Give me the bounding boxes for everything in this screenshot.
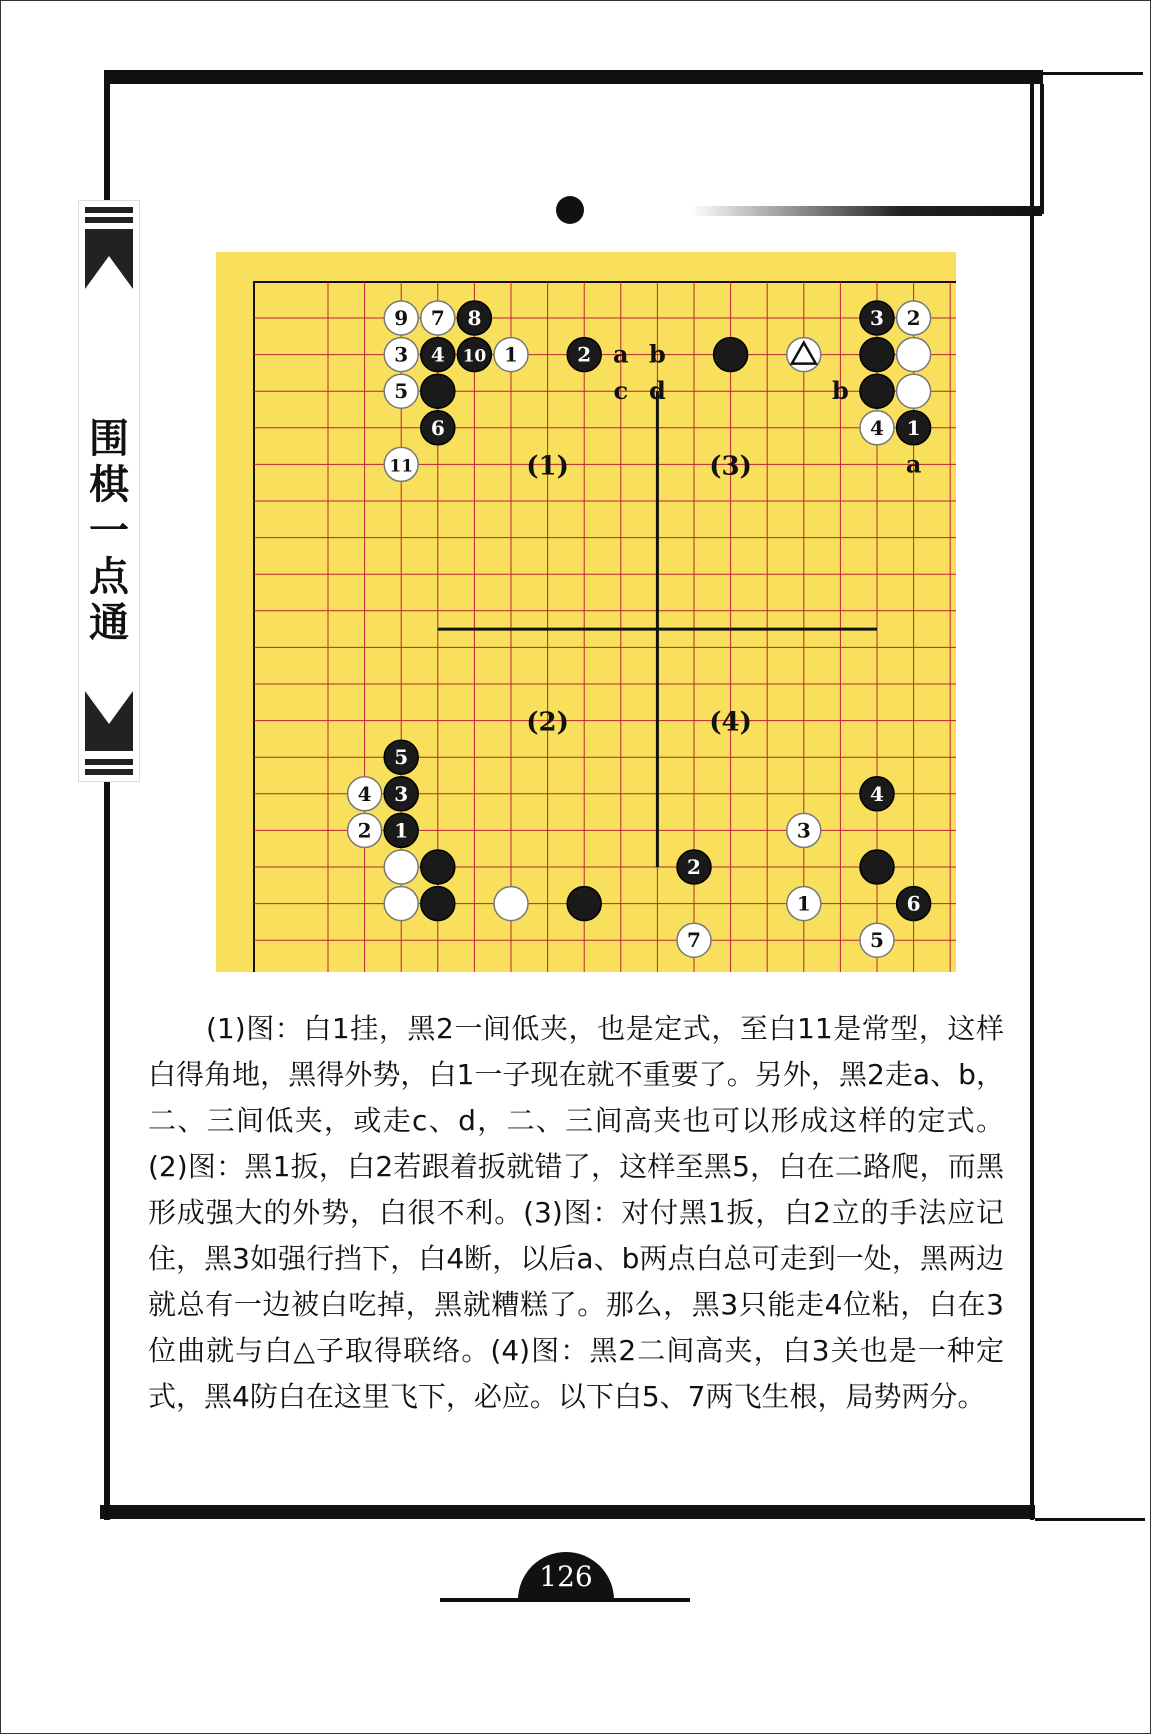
page-number: 126 (539, 1560, 593, 1593)
black-stone (860, 850, 894, 884)
white-stone (384, 850, 418, 884)
tab-arrow-bottom-icon (85, 691, 133, 751)
stone-number: 4 (870, 781, 884, 806)
white-stone (897, 374, 931, 408)
stone-number: 2 (687, 855, 701, 879)
right-rule (1040, 84, 1044, 214)
letter-mark: a (613, 339, 629, 369)
board-border (254, 282, 956, 972)
bottom-rule-extension (1035, 1518, 1145, 1521)
stone-number: 5 (870, 928, 884, 953)
stone-number: 1 (504, 342, 518, 367)
section-label: (3) (709, 451, 752, 482)
stone-number: 5 (394, 745, 409, 770)
stone-number: 2 (357, 818, 372, 843)
black-stone (714, 338, 748, 372)
stone-number: 7 (430, 306, 445, 330)
tab-stripe (85, 759, 133, 765)
go-diagram (216, 252, 956, 972)
stone-number: 4 (357, 781, 372, 806)
black-stone (421, 850, 455, 884)
stone-number: 6 (906, 891, 921, 916)
black-stone (421, 374, 455, 408)
stone-number: 11 (389, 456, 414, 477)
black-stone (860, 374, 894, 408)
letter-mark: b (832, 376, 849, 406)
stone-number: 1 (394, 818, 409, 843)
stone-number: 1 (796, 891, 811, 916)
black-stone (421, 887, 455, 921)
black-stone (567, 887, 601, 921)
header-dot (556, 196, 584, 224)
top-rule (108, 70, 1043, 84)
stone-number: 5 (394, 379, 409, 404)
page-number-rule (440, 1598, 690, 1602)
white-stone (897, 338, 931, 372)
stone-number: 3 (796, 818, 811, 843)
stone-number: 2 (906, 306, 921, 330)
stone-number: 4 (430, 342, 445, 367)
side-title: 围棋一点通 (89, 415, 129, 646)
stone-number: 1 (906, 415, 921, 440)
tab-stripe (85, 769, 133, 775)
tab-arrow-top-icon (85, 229, 133, 289)
stone-number: 9 (394, 306, 409, 330)
right-rule-lower (1030, 80, 1034, 1520)
bottom-rule (100, 1505, 1035, 1519)
stone-number: 7 (687, 928, 701, 953)
letter-mark: a (905, 449, 922, 479)
stone-number: 8 (467, 306, 482, 330)
explanation-paragraph: (1)图：白1挂，黑2一间低夹，也是定式，至白11是常型，这样白得角地，黑得外势，白1一子现在就不重要了。另外，黑2走a、b，二、三间低夹，或走c、d，二、三间高夹也可以形成这样的定式。(2)图：黑1扳，白2若跟着扳就错了，这样至黑5，白在二路爬，而黑形成强大的外势，白很不利。(3)图：对付黑1扳，白2立的手法应记住，黑3如强行挡下，白4断，以后a、b两点白总可走到一处，黑两边就总有一边被白吃掉，黑就糟糕了。那么，黑3只能走4位粘，白在3位曲就与白△子取得联络。(4)图：黑2二间高夹，白3关也是一种定式，黑4防白在这里飞下，必应。以下白5、7两飞生根，局势两分。 (148, 1012, 1004, 1413)
side-tab (78, 200, 140, 782)
stone-number: 6 (430, 415, 445, 440)
section-label: (1) (526, 451, 569, 482)
gradient-bar (690, 206, 1042, 216)
letter-mark: c (613, 376, 629, 406)
stone-number: 4 (870, 415, 884, 440)
black-stone (860, 338, 894, 372)
letter-mark: d (649, 376, 666, 406)
section-label: (4) (709, 707, 752, 738)
section-label: (2) (526, 707, 569, 738)
top-rule-extension (1043, 72, 1143, 75)
stone-number: 10 (462, 346, 487, 367)
white-stone (384, 887, 418, 921)
letter-mark: b (649, 339, 666, 369)
go-board (216, 252, 956, 972)
stone-number: 3 (394, 342, 409, 367)
tab-stripe (85, 217, 133, 223)
stone-number: 3 (870, 306, 884, 330)
stone-number: 3 (394, 781, 409, 806)
white-stone (494, 887, 528, 921)
tab-stripe (85, 207, 133, 213)
stone-number: 2 (577, 342, 592, 367)
